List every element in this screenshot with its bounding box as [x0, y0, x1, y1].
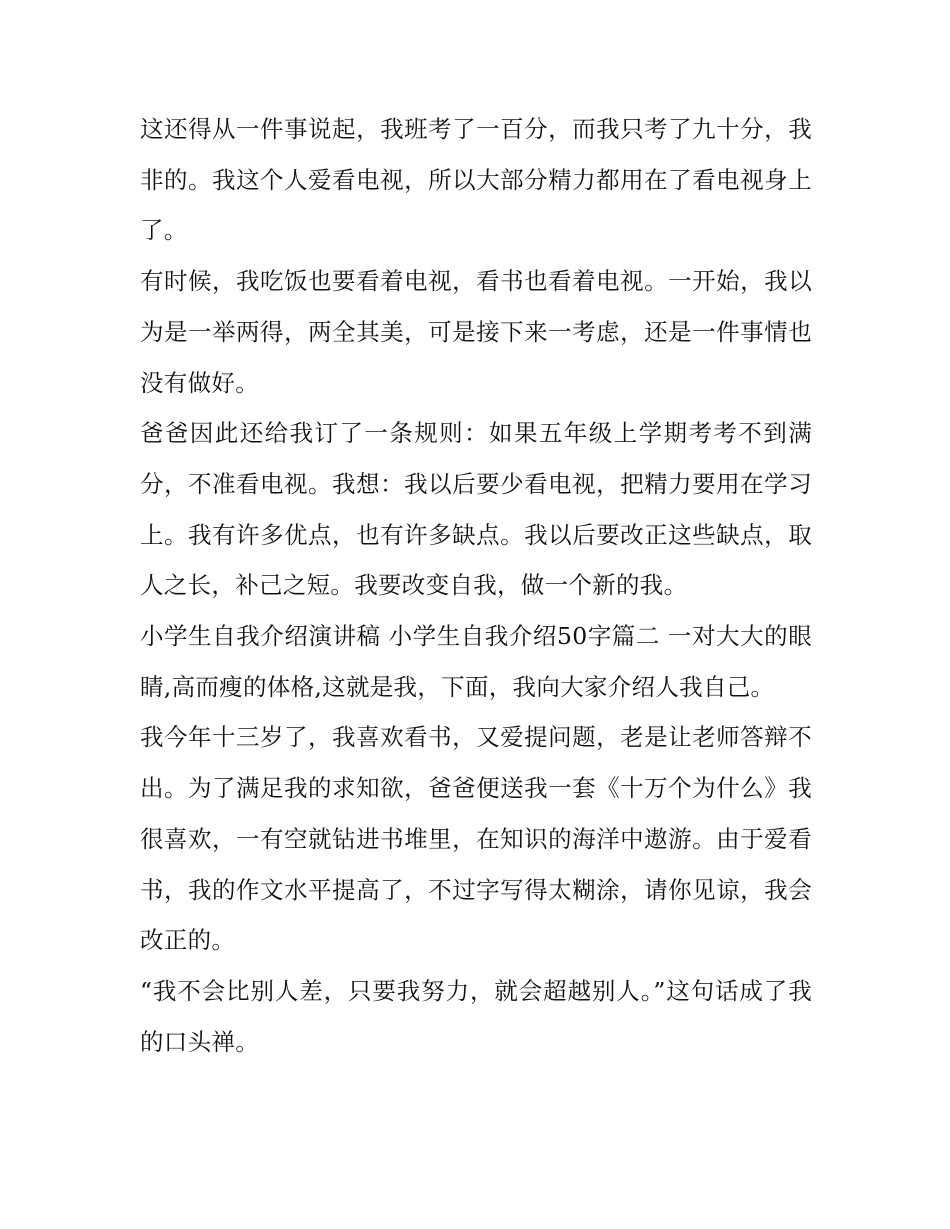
- paragraph-2: 有时候，我吃饭也要看着电视，看书也看着电视。一开始，我以为是一举两得，两全其美，可是接下来一考虑，还是一件事情也没有做好。: [140, 267, 812, 397]
- paragraph-1: 这还得从一件事说起，我班考了一百分，而我只考了九十分，我非的。我这个人爱看电视，所以大部分精力都用在了看电视身上了。: [140, 115, 812, 245]
- paragraph-3: 爸爸因此还给我订了一条规则：如果五年级上学期考考不到满分，不准看电视。我想：我以后要少看电视，把精力要用在学习上。我有许多优点，也有许多缺点。我以后要改正这些缺点，取人之长，补己之短。我要改变自我，做一个新的我。: [140, 419, 812, 600]
- paragraph-4: 小学生自我介绍演讲稿 小学生自我介绍50字篇二 一对大大的眼睛,高而瘦的体格,这就是我，下面，我向大家介绍人我自己。: [140, 622, 812, 701]
- paragraph-6: “我不会比别人差，只要我努力，就会超越别人。”这句话成了我的口头禅。: [140, 976, 812, 1056]
- document-body: [140, 104, 812, 1067]
- paragraph-5: 我今年十三岁了，我喜欢看书，又爱提问题，老是让老师答辩不出。为了满足我的求知欲，爸爸便送我一套《十万个为什么》我很喜欢，一有空就钻进书堆里，在知识的海洋中遨游。由于爱看书，我的作文水平提高了，不过字写得太糊涂，请你见谅，我会改正的。: [140, 723, 812, 955]
